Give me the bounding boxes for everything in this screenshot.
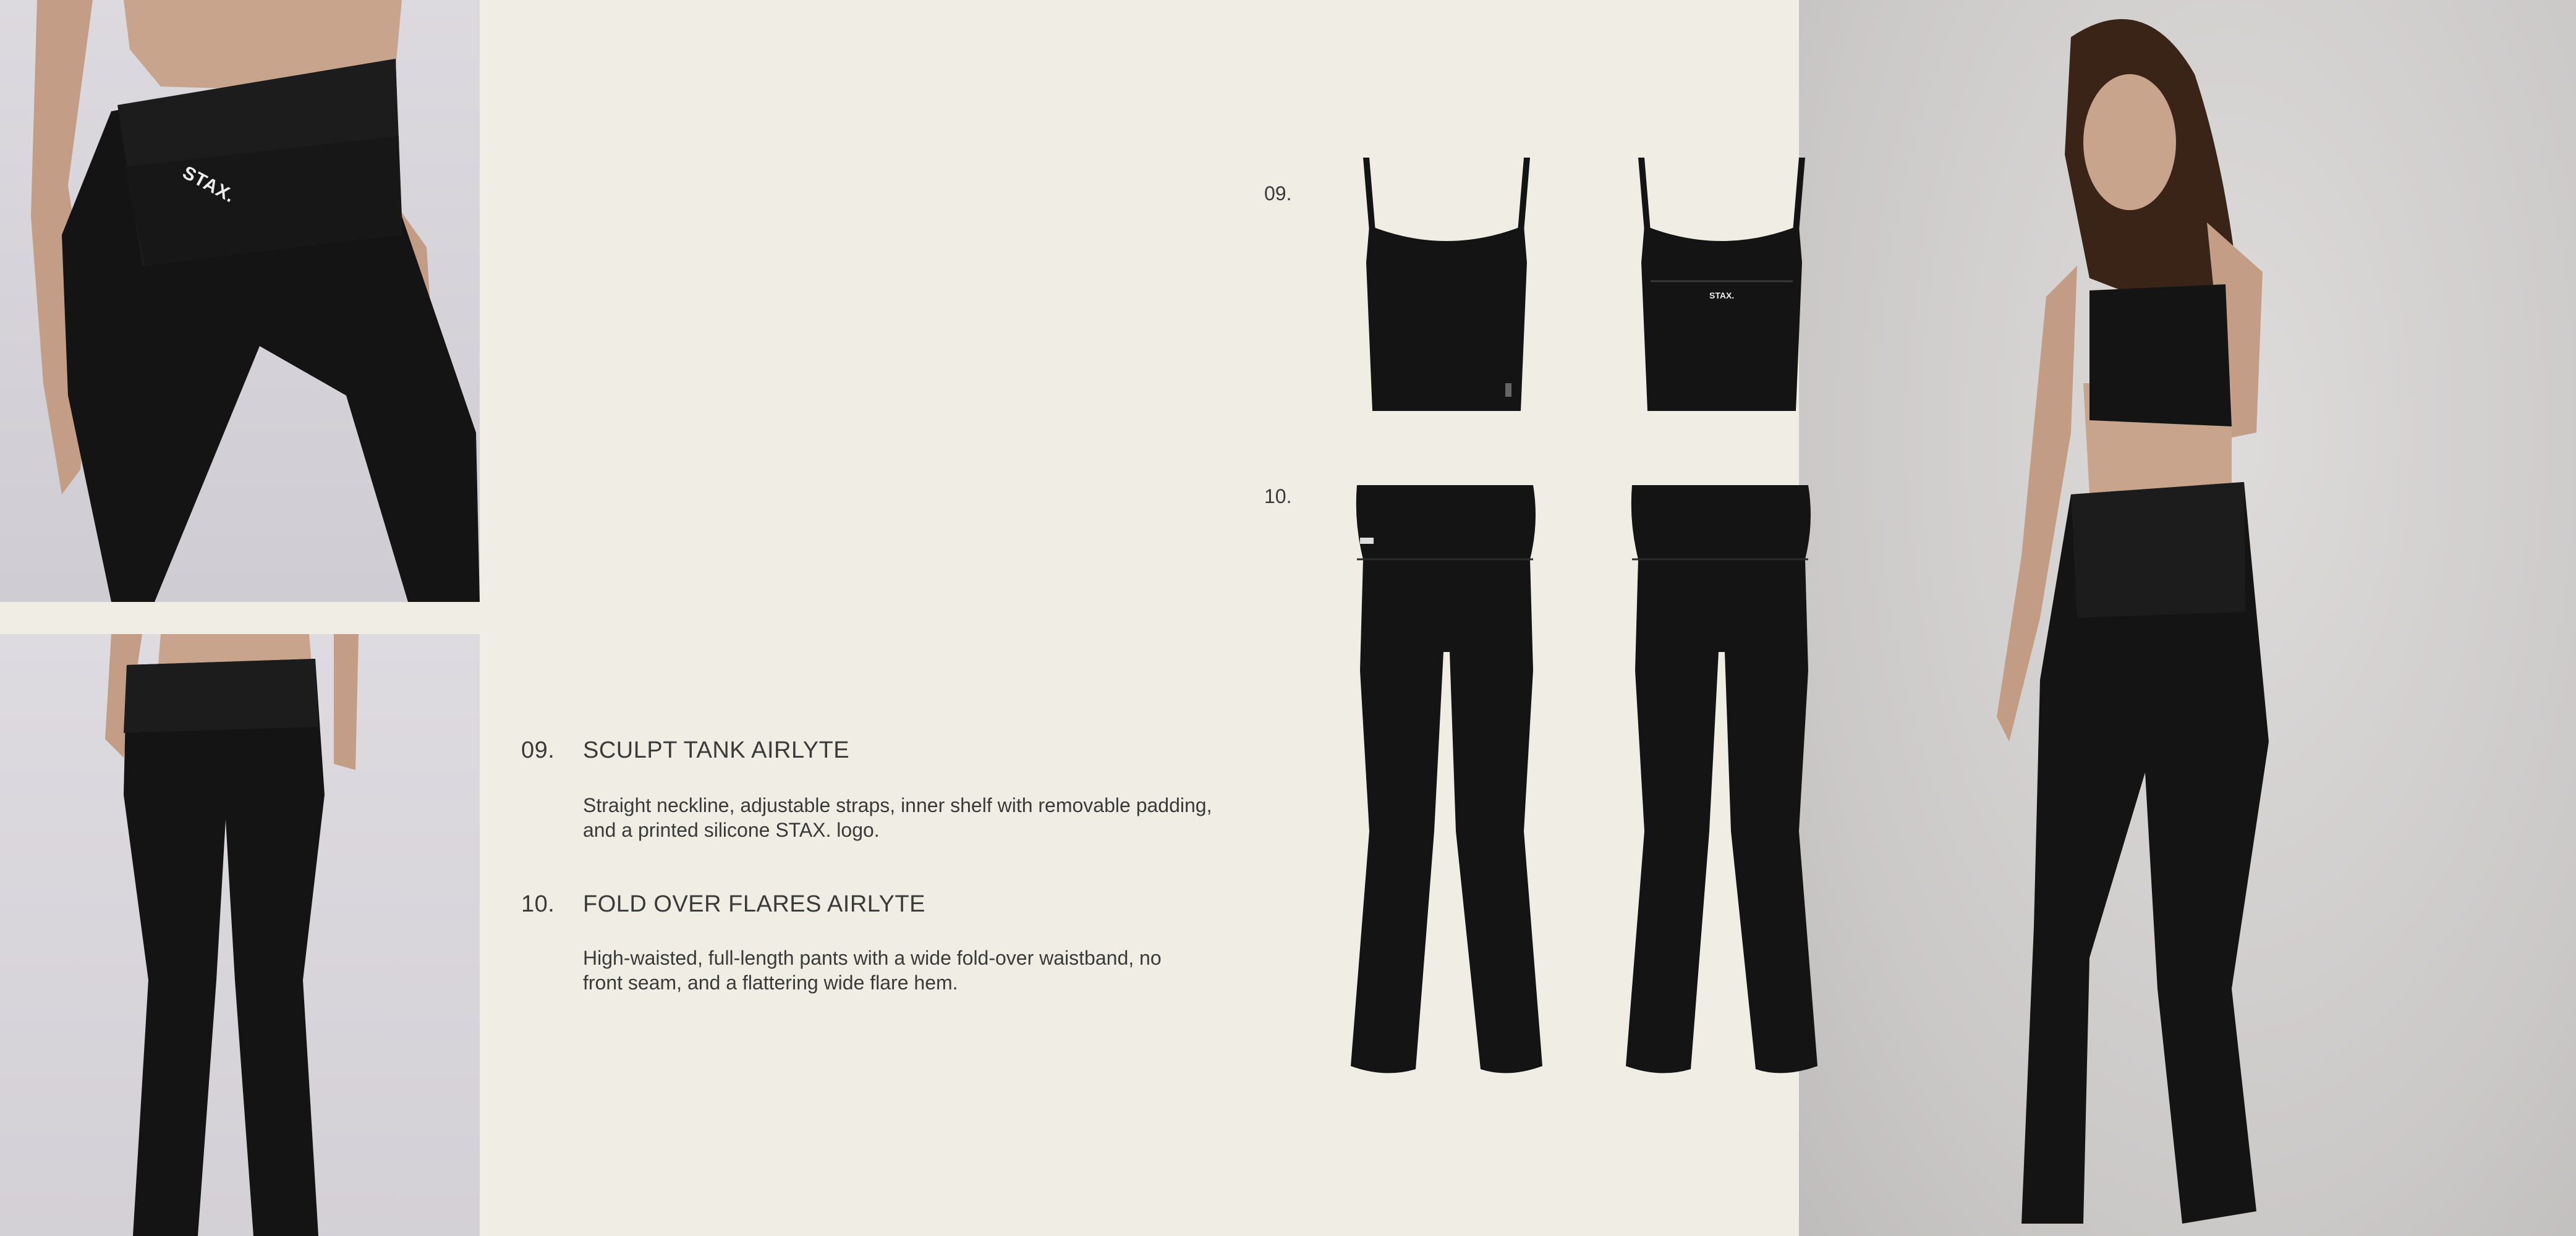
photo-model-full-outfit [1799, 0, 2576, 1236]
tank-back-flat [1626, 151, 1817, 417]
flares-front-illustration [1348, 485, 1545, 1078]
product-description-fold-over-flares [583, 946, 1263, 995]
stax-logo-tank-back: STAX. [1709, 290, 1735, 300]
model-photo-flares [0, 634, 480, 1236]
stax-logo-waistband: STAX. [179, 162, 239, 207]
description-line: front seam, and a flattering wide flare hem. [583, 971, 958, 994]
flat-label-10: 10. [1264, 485, 1292, 507]
product-number-10: 10. [521, 891, 555, 917]
description-line: and a printed silicone STAX. logo. [583, 819, 880, 841]
flares-back-illustration [1623, 485, 1821, 1078]
product-description-sculpt-tank [583, 793, 1263, 842]
model-photo-outfit [1799, 0, 2576, 1236]
flares-back-flat [1623, 485, 1821, 1078]
photo-waistband-closeup [0, 0, 480, 602]
product-number-09: 09. [521, 737, 555, 763]
tank-front-flat [1351, 151, 1542, 417]
flat-label-09: 09. [1264, 182, 1292, 205]
flares-front-flat [1348, 485, 1545, 1078]
product-title-sculpt-tank: SCULPT TANK AIRLYTE [583, 737, 850, 763]
description-line: Straight neckline, adjustable straps, inner shelf with removable padding, [583, 794, 1212, 816]
product-title-fold-over-flares: FOLD OVER FLARES AIRLYTE [583, 891, 926, 917]
description-line: High-waisted, full-length pants with a wide fold-over waistband, no [583, 947, 1162, 969]
model-photo-waistband [0, 0, 480, 602]
tank-back-illustration [1626, 151, 1817, 417]
tank-front-illustration [1351, 151, 1542, 417]
photo-flares-fullbody [0, 634, 480, 1236]
